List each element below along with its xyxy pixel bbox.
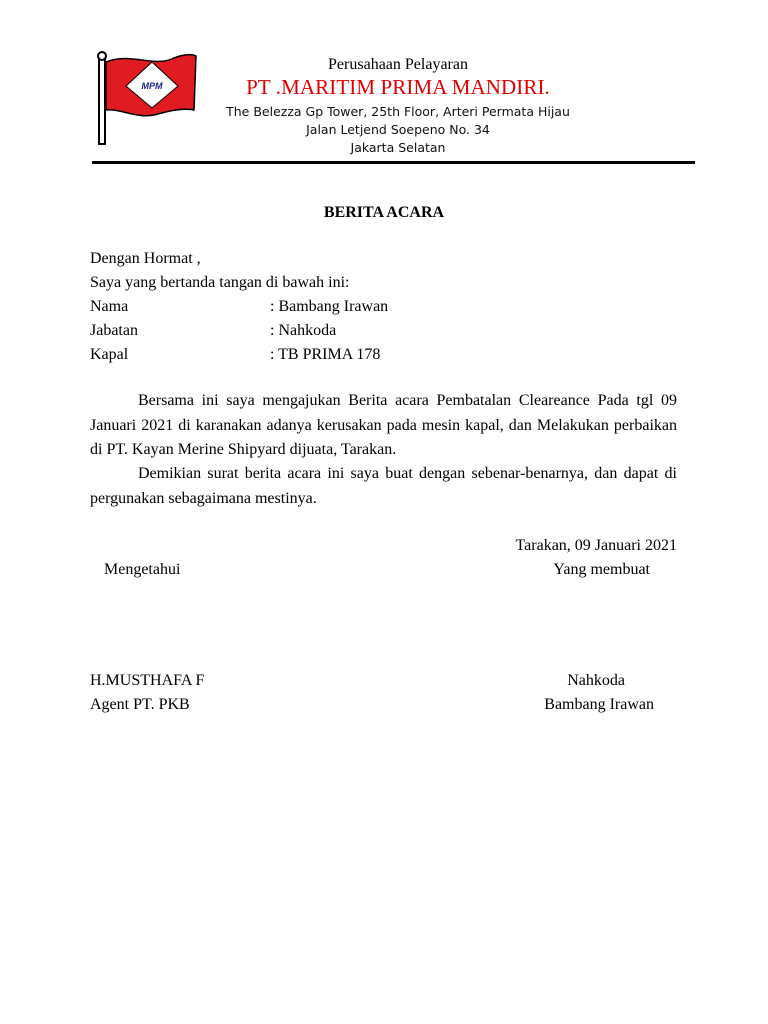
signatory-right-name: Bambang Irawan [544, 696, 654, 713]
address-line-3: Jakarta Selatan [350, 140, 446, 155]
flag-pole [99, 56, 105, 144]
document-title: BERITA ACARA [323, 204, 445, 221]
signatory-left-name: H.MUSTHAFA F [90, 672, 205, 689]
logo-text: MPM [141, 81, 163, 91]
signature-caption-left: Mengetahui [104, 561, 181, 578]
body-paragraph-1: Bersama ini saya mengajukan Berita acara Pembatalan Cleareance Pada tgl 09 Januari 2021 di karanakan adanya kerusakan pada mesin kapal, dan Melakukan perbaikan di PT. Kayan Merine Shipyard dijuata, Tarakan. [90, 392, 677, 458]
field-value-kapal: : TB PRIMA 178 [270, 346, 381, 363]
address-line-1: The Belezza Gp Tower, 25th Floor, Arteri Permata Hijau [226, 104, 570, 119]
company-name: PT .MARITIM PRIMA MANDIRI. [246, 75, 550, 99]
company-logo [92, 48, 202, 148]
address-line-2: Jalan Letjend Soepeno No. 34 [306, 122, 490, 137]
signatory-right-role: Nahkoda [567, 672, 625, 689]
intro-line: Saya yang bertanda tangan di bawah ini: [90, 274, 350, 291]
field-label-kapal: Kapal [90, 346, 129, 363]
field-label-jabatan: Jabatan [90, 322, 138, 339]
field-label-nama: Nama [90, 298, 129, 315]
signature-caption-right: Yang membuat [553, 561, 650, 578]
greeting: Dengan Hormat , [90, 250, 201, 267]
field-value-nama: : Bambang Irawan [270, 298, 389, 315]
field-value-jabatan: : Nahkoda [270, 322, 337, 339]
flag-pole-knob [98, 52, 106, 60]
header-divider [92, 161, 695, 164]
company-type: Perusahaan Pelayaran [328, 56, 468, 73]
signatory-left-role: Agent PT. PKB [90, 696, 190, 713]
body-paragraph-2: Demikian surat berita acara ini saya buat dengan sebenar-benarnya, dan dapat di pergunakan sebagaimana mestinya. [90, 465, 677, 507]
place-date: Tarakan, 09 Januari 2021 [515, 537, 677, 554]
